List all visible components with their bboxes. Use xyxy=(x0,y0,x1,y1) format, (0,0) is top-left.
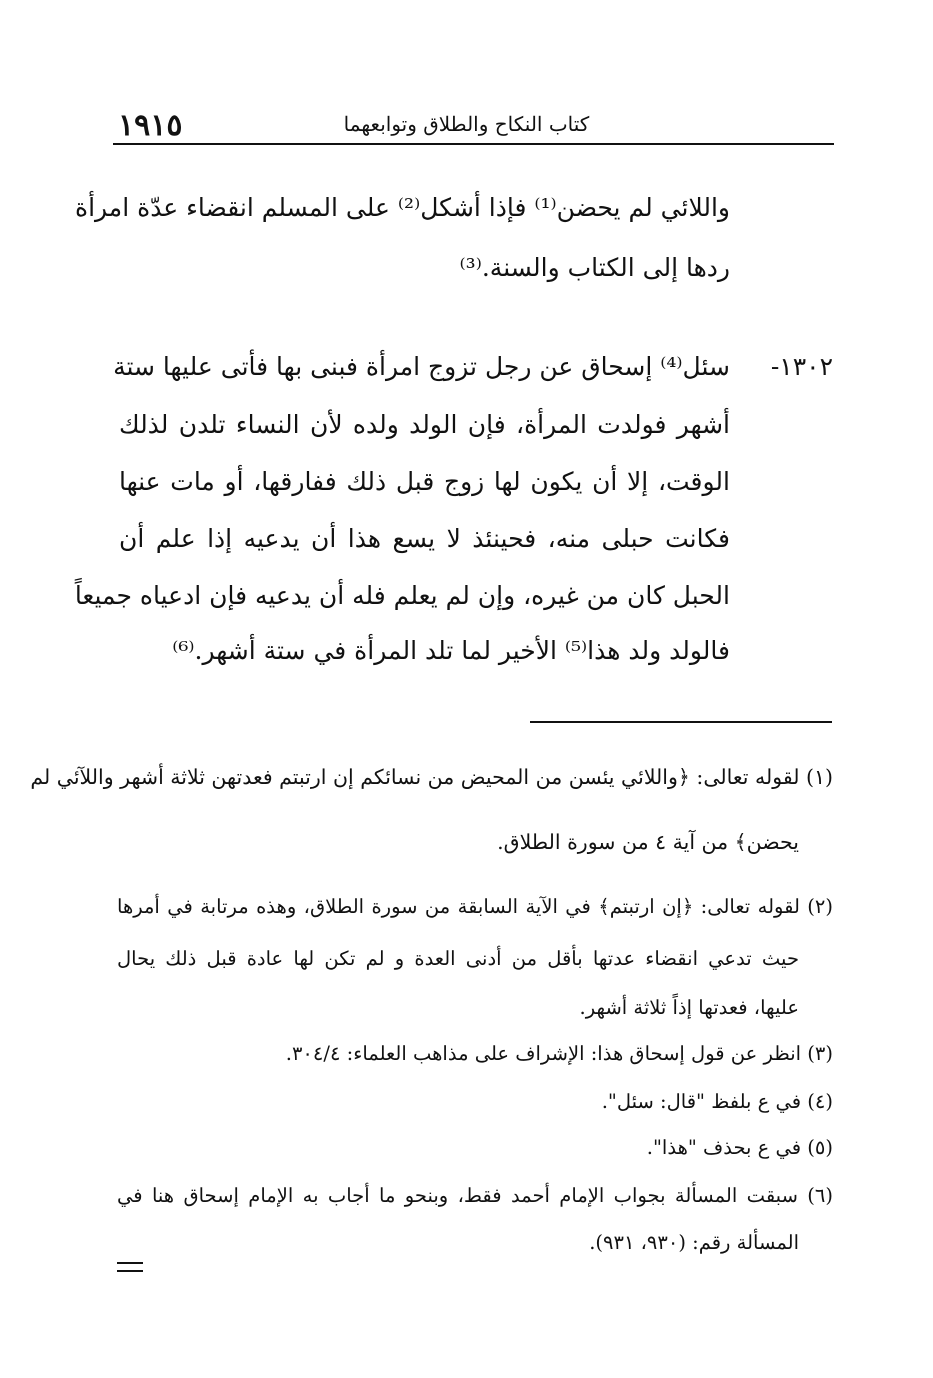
item-line-1: سئل⁽⁴⁾ إسحاق عن رجل تزوج امرأة فبنى بها فأتى عليها ستة xyxy=(113,352,730,381)
continuation-mark xyxy=(117,1262,143,1272)
item-line-5: الحبل كان من غيره، وإن لم يعلم فله أن يدعيه فإن ادعياه جميعاً xyxy=(74,581,730,610)
footnote-separator xyxy=(530,721,832,723)
footnote-1-line-1: (١) لقوله تعالى: ﴿واللائي يئسن من المحيض من نسائكم إن ارتبتم فعدتهن ثلاثة أشهر واللآئي لم xyxy=(30,765,833,789)
footnote-2-line-3: عليها، فعدتها إذاً ثلاثة أشهر. xyxy=(579,996,799,1019)
footnote-3: (٣) انظر عن قول إسحاق هذا: الإشراف على مذاهب العلماء: ٣٠٤/٤. xyxy=(285,1042,833,1065)
footnote-2-line-2: حيث تدعي انقضاء عدتها بأقل من أدنى العدة و لم تكن لها عادة قبل ذلك يحال xyxy=(117,947,799,970)
footnote-2-line-1: (٢) لقوله تعالى: ﴿إن ارتبتم﴾ في الآية السابقة من سورة الطلاق، وهذه مرتابة في أمرها xyxy=(117,895,833,918)
footnote-6-line-2: المسألة رقم: (٩٣٠، ٩٣١). xyxy=(589,1231,799,1254)
footnote-1-line-2: يحضن﴾ من آية ٤ من سورة الطلاق. xyxy=(497,830,799,854)
intro-line-1: واللائي لم يحضن⁽¹⁾ فإذا أشكل⁽²⁾ على المسلم انقضاء عدّة امرأة xyxy=(74,193,730,222)
header-rule xyxy=(113,143,834,145)
page-number: ١٩١٥ xyxy=(118,108,183,143)
running-title: كتاب النكاح والطلاق وتوابعهما xyxy=(343,112,590,136)
intro-line-2: ردها إلى الكتاب والسنة.⁽³⁾ xyxy=(459,253,730,282)
footnote-5: (٥) في ع بحذف "هذا". xyxy=(646,1136,833,1159)
item-number: ١٣٠٢- xyxy=(770,352,833,381)
footnote-4: (٤) في ع بلفظ "قال: سئل". xyxy=(601,1090,833,1113)
item-line-3: الوقت، إلا أن يكون لها زوج قبل ذلك ففارقها، أو مات عنها xyxy=(119,467,730,496)
item-line-4: فكانت حبلى منه، فحينئذ لا يسع هذا أن يدعيه إذا علم أن xyxy=(119,524,730,553)
item-line-6: فالولد ولد هذا⁽⁵⁾ الأخير لما تلد المرأة في ستة أشهر.⁽⁶⁾ xyxy=(172,636,730,665)
item-line-2: أشهر فولدت المرأة، فإن الولد ولده لأن النساء تلدن لذلك xyxy=(119,410,730,439)
footnote-6-line-1: (٦) سبقت المسألة بجواب الإمام أحمد فقط، وبنحو ما أجاب به الإمام إسحاق هنا في xyxy=(117,1184,833,1207)
